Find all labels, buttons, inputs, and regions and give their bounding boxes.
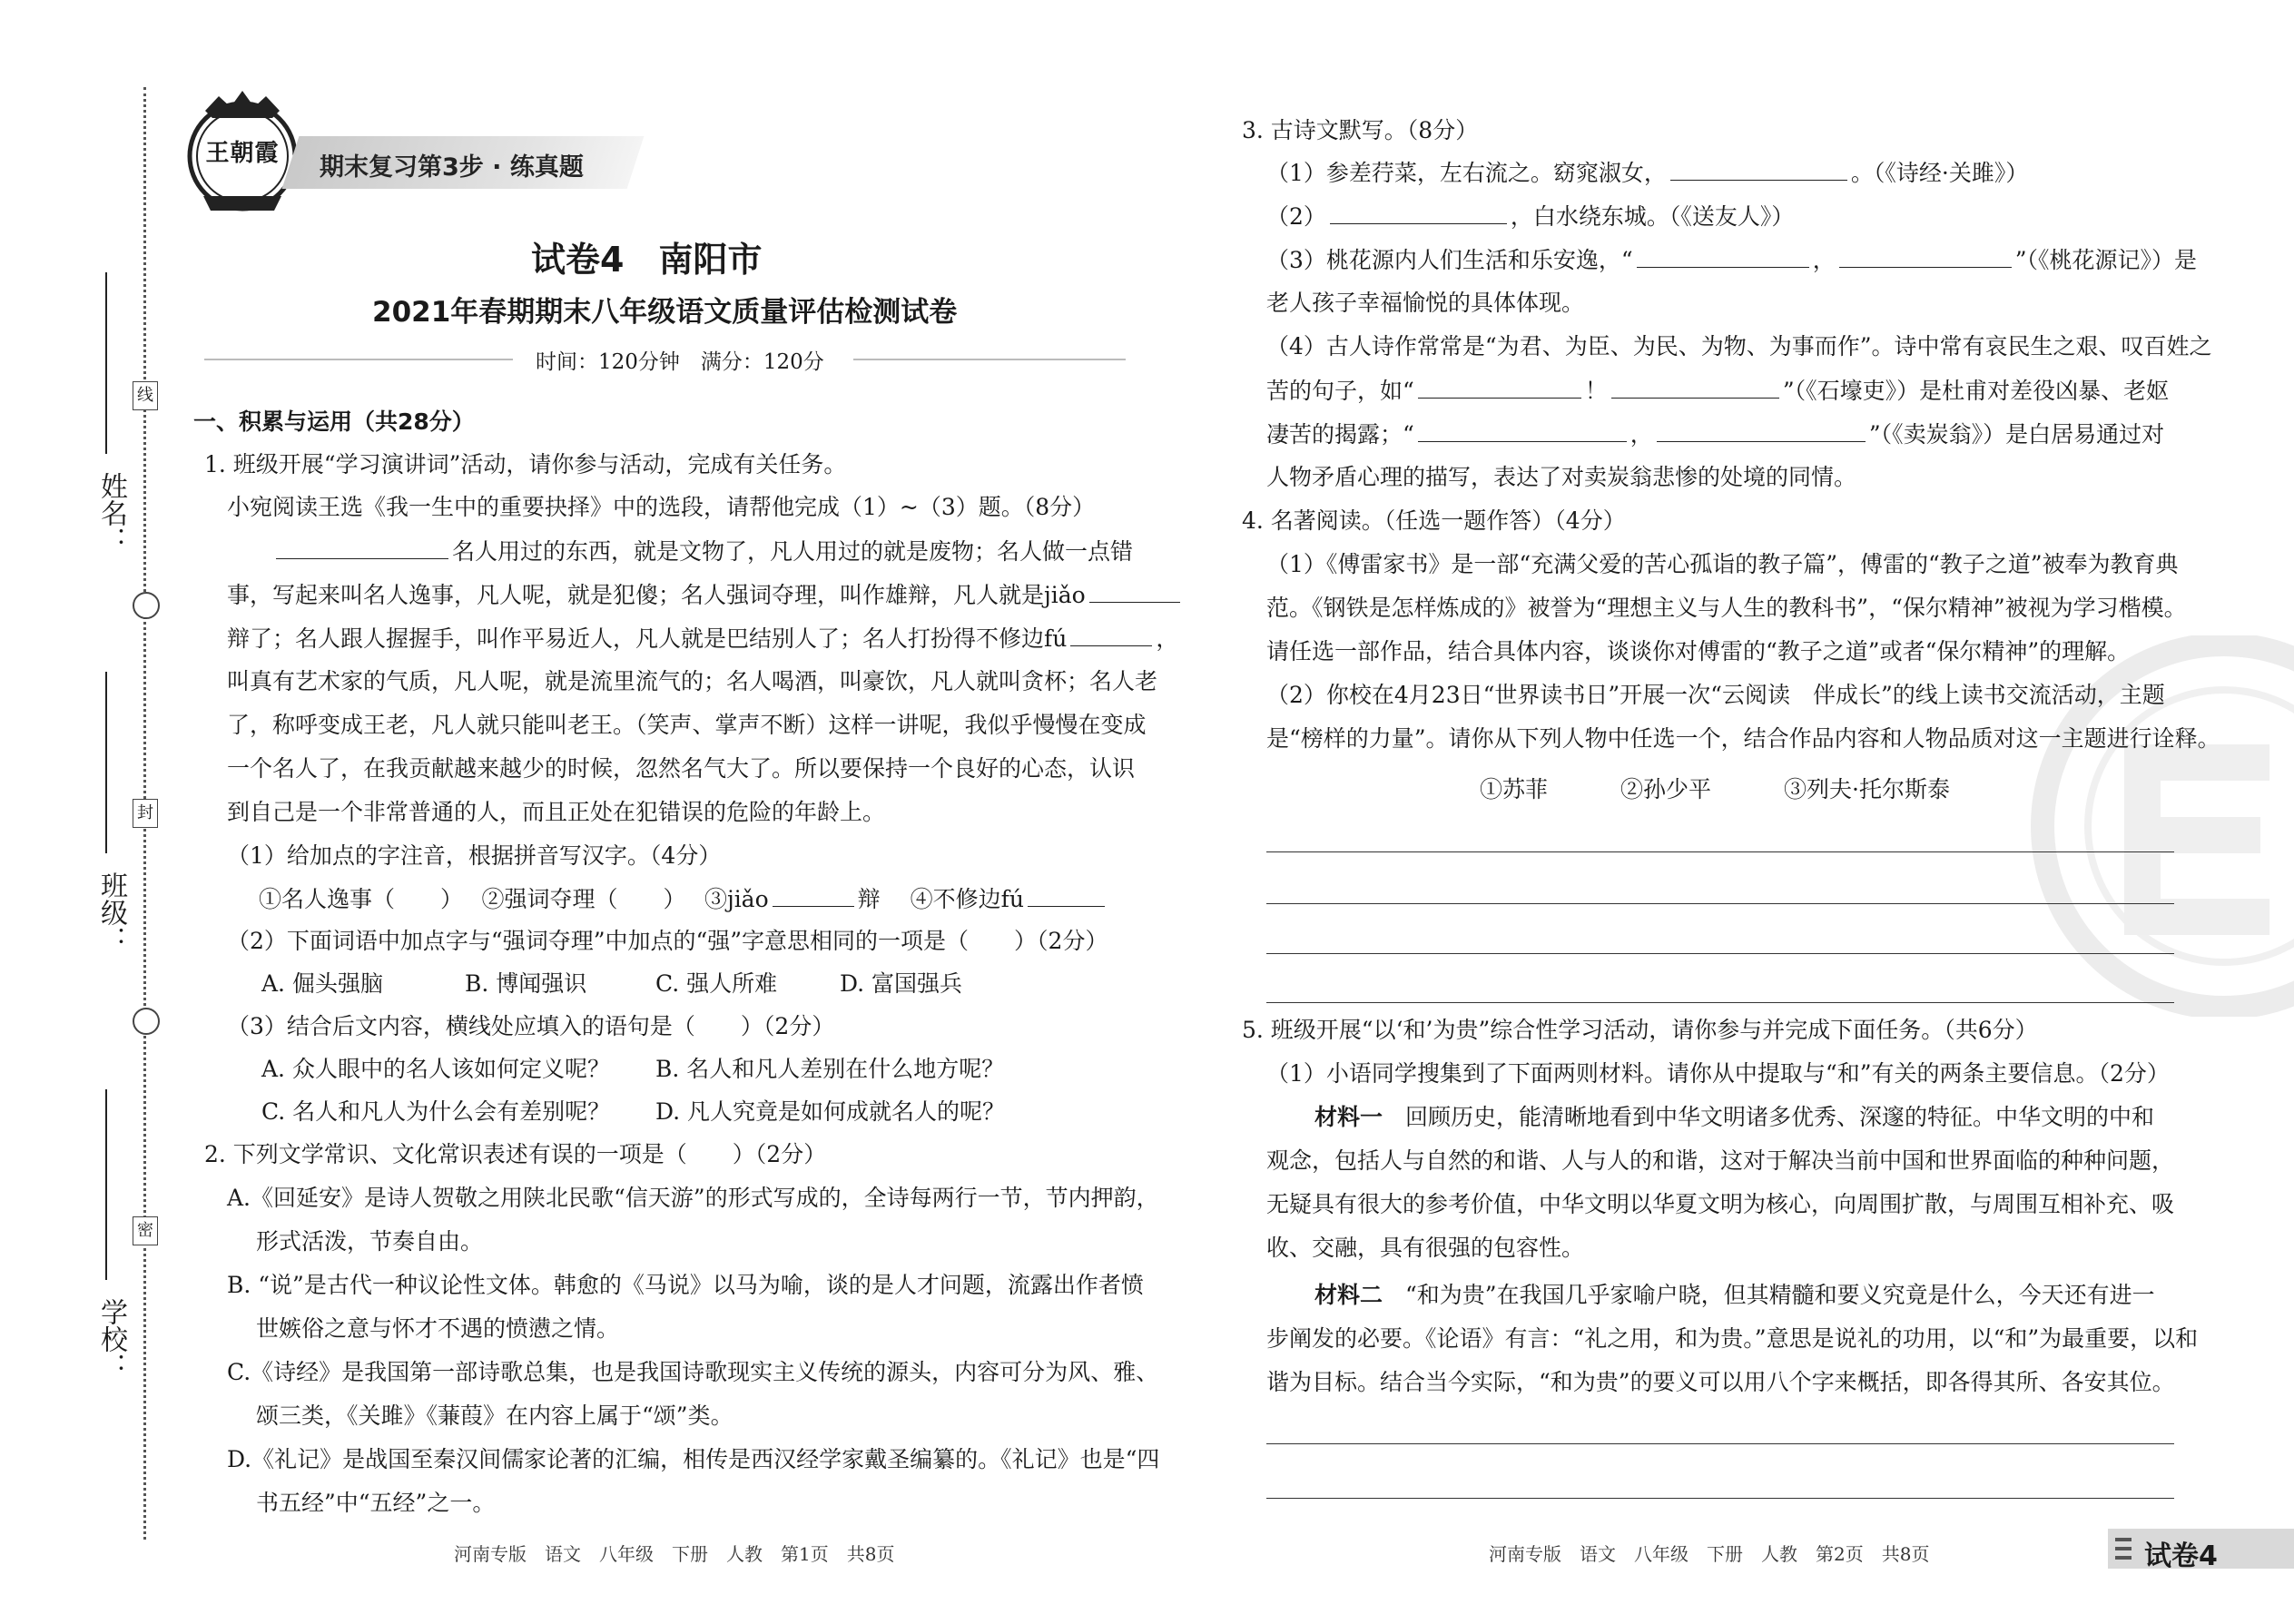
name-label: 姓名： (95, 472, 127, 554)
material-2-line: 谐为目标。结合当今实际，“和为贵”的要义可以用八个字来概括，即各得其所、各安其位。 (1266, 1369, 2175, 1395)
meta-rule-right (853, 359, 1126, 360)
q4-line: 请任选一部作品，结合具体内容，谈谈你对傅雷的“教子之道”或者“保尔精神”的理解。 (1266, 638, 2131, 664)
q3-stem: 3. 古诗文默写。（8分） (1242, 117, 1479, 143)
q2-option-cont: 世嫉俗之意与怀才不遇的愤懑之情。 (256, 1315, 620, 1342)
q1-3-option[interactable]: D. 凡人究竟是如何成就名人的呢？ (655, 1098, 1006, 1125)
brand-name: 王朝霞 (205, 140, 280, 167)
q3-4-cont: 苦的句子，如“ ！ ”（《石壕吏》）是杜甫对差役凶暴、老妪 (1266, 374, 2169, 408)
q5-1-stem: （1）小语同学搜集到了下面两则材料。请你从中提取与“和”有关的两条主要信息。（2分） (1266, 1060, 2170, 1087)
school-label: 学校： (95, 1298, 127, 1380)
answer-blank[interactable] (1418, 374, 1581, 399)
q1-2-option[interactable]: A. 倔头强脑 (261, 970, 383, 997)
q1-2-option[interactable]: D. 富国强兵 (840, 970, 963, 997)
step-banner: 期末复习第3步 · 练真题 (320, 153, 584, 182)
q2-stem: 2. 下列文学常识、文化常识表述有误的一项是（ ）（2分） (204, 1141, 827, 1167)
q1-3-stem: （3）结合后文内容，横线处应填入的语句是（ ）（2分） (227, 1013, 835, 1039)
q4-person: ②孙少平 (1620, 776, 1712, 802)
page-footer-right: 河南专版 语文 八年级 下册 人教 第2页 共8页 (1489, 1543, 1930, 1565)
answer-blank[interactable] (1330, 200, 1507, 224)
passage-line: 了，称呼变成王老，凡人就只能叫老王。（笑声、掌声不断）这样一讲呢，我似乎慢慢在变成 (227, 712, 1147, 738)
binding-ring-icon (133, 592, 160, 619)
material-1: 材料一 回顾历史，能清晰地看到中华文明诸多优秀、深邃的特征。中华文明的中和 (1314, 1104, 2155, 1130)
q1-1-items: ①名人逸事（ ） ②强词夺理（ ） ③jiǎo 辩 ④不修边fú (259, 882, 1108, 916)
passage-line: 到自己是一个非常普通的人，而且正处在犯错误的危险的年龄上。 (227, 799, 886, 825)
q4-line: （2）你校在4月23日“世界读书日”开展一次“云阅读 伴成长”的线上读书交流活动，主题 (1266, 682, 2165, 708)
q1-2-stem: （2）下面词语中加点字与“强词夺理”中加点的“强”字意思相同的一项是（ ）（2分） (227, 928, 1108, 954)
class-label: 班级： (95, 871, 127, 953)
material-1-line: 观念，包括人与自然的和谐、人与人的和谐，这对于解决当前中国和世界面临的种种问题， (1266, 1147, 2175, 1174)
brand-logo (178, 87, 307, 216)
answer-blank[interactable] (1028, 882, 1105, 907)
fu-blank[interactable] (1070, 622, 1152, 646)
section-heading: 一、积累与运用（共28分） (193, 408, 475, 435)
answer-blank[interactable] (1657, 418, 1866, 442)
q3-4-cont: 人物矛盾心理的描写，表达了对卖炭翁悲惨的处境的同情。 (1266, 464, 1857, 490)
q3-1: （1）参差荇菜，左右流之。窈窕淑女， 。（《诗经·关雎》） (1266, 156, 2028, 190)
q1-3-option[interactable]: B. 名人和凡人差别在什么地方呢？ (655, 1056, 1005, 1082)
answer-line[interactable] (1266, 1443, 2174, 1444)
q2-option[interactable]: A.《回延安》是诗人贺敬之用陕北民歌“信天游”的形式写成的，全诗每两行一节，节内押韵， (227, 1185, 1159, 1211)
material-label: 材料一 (1314, 1104, 1383, 1130)
answer-line[interactable] (1266, 1498, 2174, 1499)
q2-option-cont: 书五经”中“五经”之一。 (256, 1490, 496, 1516)
q1-2-option[interactable]: C. 强人所难 (655, 970, 778, 997)
passage-line: 名人用过的东西，就是文物了，凡人用过的就是废物；名人做一点错 (272, 535, 1133, 568)
passage-line: 叫真有艺术家的气质，凡人呢，就是流里流气的；名人喝酒，叫豪饮，凡人就叫贪杯；名人老 (227, 668, 1158, 694)
q3-3: （3）桃花源内人们生活和乐安逸，“ ， ”（《桃花源记》）是 (1266, 243, 2197, 277)
answer-line[interactable] (1266, 903, 2174, 904)
q3-2: （2） ，白水绕东城。（《送友人》） (1266, 200, 1794, 233)
q2-option[interactable]: D.《礼记》是战国至秦汉间儒家论著的汇编，相传是西汉经学家戴圣编纂的。《礼记》也是“四 (227, 1446, 1160, 1472)
page-footer-left: 河南专版 语文 八年级 下册 人教 第1页 共8页 (454, 1543, 895, 1565)
seal-mark-feng: 封 (133, 799, 158, 828)
q4-person: ①苏菲 (1480, 776, 1549, 802)
school-field[interactable] (105, 1089, 107, 1280)
paper-title: 试卷4 南阳市 (531, 240, 763, 280)
q4-line: 是“榜样的力量”。请你从下列人物中任选一个，结合作品内容和人物品质对这一主题进行诠释。 (1266, 725, 2220, 752)
q3-4-cont: 凄苦的揭露；“ ， ”（《卖炭翁》）是白居易通过对 (1266, 418, 2164, 451)
seal-mark-mi: 密 (133, 1216, 158, 1245)
answer-line[interactable] (1266, 851, 2174, 852)
paper-tag: 试卷4 (2144, 1540, 2218, 1572)
q1-1-stem: （1）给加点的字注音，根据拼音写汉字。（4分） (227, 842, 722, 869)
tag-stripes-icon (2115, 1536, 2132, 1561)
answer-line[interactable] (1266, 1002, 2174, 1003)
material-1-line: 无疑具有很大的参考价值，中华文明以华夏文明为核心，向周围扩散，与周围互相补充、吸 (1266, 1191, 2175, 1217)
q1-stem: 1. 班级开展“学习演讲词”活动，请你参与活动，完成有关任务。 (204, 451, 847, 477)
q4-stem: 4. 名著阅读。（任选一题作答）（4分） (1242, 507, 1626, 534)
paper-subtitle: 2021年春期期末八年级语文质量评估检测试卷 (372, 296, 958, 329)
q1-intro: 小宛阅读王选《我一生中的重要抉择》中的选段，请帮他完成（1）~（3）题。（8分） (227, 494, 1096, 520)
jiao-blank[interactable] (1089, 578, 1180, 603)
q1-2-option[interactable]: B. 博闻强识 (465, 970, 587, 997)
exam-meta: 时间：120分钟 满分：120分 (536, 350, 824, 374)
passage-line: 一个名人了，在我贡献越来越少的时候，忽然名气大了。所以要保持一个良好的心态，认识 (227, 755, 1136, 782)
answer-blank[interactable] (1611, 374, 1779, 399)
answer-blank[interactable] (1670, 156, 1847, 181)
passage-line: 事，写起来叫名人逸事，凡人呢，就是犯傻；名人强词夺理，叫作雄辩，凡人就是jiǎo (227, 578, 1184, 612)
material-2: 材料二 “和为贵”在我国几乎家喻户晓，但其精髓和要义究竟是什么，今天还有进一 (1314, 1282, 2155, 1308)
q3-4: （4）古人诗作常常是“为君、为臣、为民、为物、为事而作”。诗中常有哀民生之艰、叹百姓之 (1266, 333, 2212, 359)
answer-blank[interactable] (1637, 243, 1809, 268)
material-1-line: 收、交融，具有很强的包容性。 (1266, 1235, 1585, 1261)
passage-line: 辩了；名人跟人握握手，叫作平易近人，凡人就是巴结别人了；名人打扮得不修边fú ， (227, 622, 1178, 655)
q1-3-option[interactable]: C. 名人和凡人为什么会有差别呢？ (261, 1098, 611, 1125)
answer-line[interactable] (1266, 953, 2174, 954)
passage-blank[interactable] (276, 535, 448, 559)
q4-line: 范。《钢铁是怎样炼成的》被誉为“理想主义与人生的教科书”，“保尔精神”被视为学习楷模。 (1266, 595, 2187, 621)
q2-option-cont: 形式活泼，节奏自由。 (256, 1228, 484, 1255)
name-field[interactable] (105, 272, 107, 454)
q5-stem: 5. 班级开展“以‘和’为贵”综合性学习活动，请你参与并完成下面任务。（共6分） (1242, 1017, 2038, 1043)
q2-option[interactable]: B. “说”是古代一种议论性文体。韩愈的《马说》以马为喻，谈的是人才问题，流露出作者愤 (227, 1272, 1144, 1298)
seal-mark-xian: 线 (133, 381, 158, 410)
q2-option-cont: 颂三类，《关雎》《蒹葭》在内容上属于“颂”类。 (256, 1403, 733, 1429)
q4-person: ③列夫·托尔斯泰 (1784, 776, 1950, 802)
meta-rule-left (204, 359, 513, 360)
binding-ring-icon (133, 1008, 160, 1035)
q3-3-cont: 老人孩子幸福愉悦的具体体现。 (1266, 290, 1585, 316)
material-2-line: 步阐发的必要。《论语》有言：“礼之用，和为贵。”意思是说礼的功用，以“和”为最重要，以和 (1266, 1325, 2199, 1352)
q1-3-option[interactable]: A. 众人眼中的名人该如何定义呢？ (261, 1056, 610, 1082)
q2-option[interactable]: C.《诗经》是我国第一部诗歌总集，也是我国诗歌现实主义传统的源头，内容可分为风、雅、 (227, 1359, 1159, 1385)
material-label: 材料二 (1314, 1282, 1383, 1308)
answer-blank[interactable] (1839, 243, 2012, 268)
class-field[interactable] (105, 672, 107, 853)
answer-blank[interactable] (773, 882, 854, 907)
answer-blank[interactable] (1418, 418, 1627, 442)
q4-line: （1）《傅雷家书》是一部“充满父爱的苦心孤诣的教子篇”，傅雷的“教子之道”被奉为教育典 (1266, 551, 2179, 577)
